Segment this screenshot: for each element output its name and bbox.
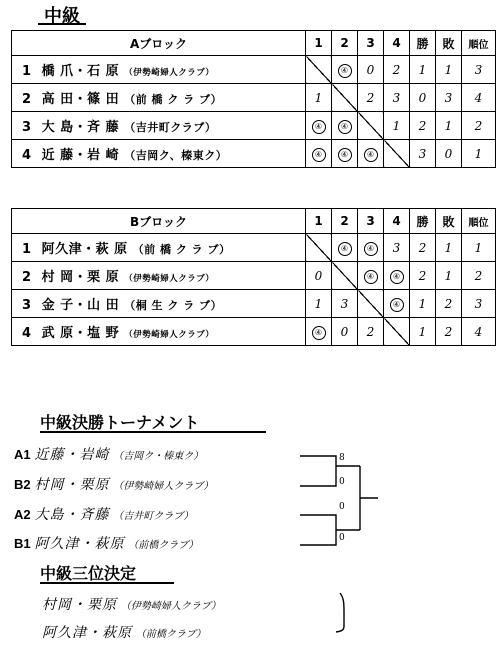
entry-club: （吉井町クラブ） <box>113 511 194 522</box>
win-circle: ④ <box>312 148 326 162</box>
entry-players: 村岡・栗原 <box>42 597 117 613</box>
win-circle: ④ <box>312 326 326 340</box>
team-players: 金 子・山 田 <box>41 298 120 313</box>
win-circle: ④ <box>364 148 378 162</box>
col-losses: 敗 <box>436 209 462 234</box>
wins-cell: 2 <box>410 112 436 140</box>
score-cell: 3 <box>332 290 358 318</box>
score-cell: 2 <box>384 56 410 84</box>
entry-club: （前橋クラブ） <box>128 540 199 551</box>
entry-club: （伊勢崎婦人クラブ） <box>120 601 221 612</box>
score-cell: 1 <box>306 84 332 112</box>
rank-cell: 3 <box>462 290 496 318</box>
rank-cell: 2 <box>462 112 496 140</box>
team-no: 4 <box>22 326 32 341</box>
team-club: （吉井町クラブ） <box>124 121 217 134</box>
team-club: （伊勢崎婦人クラブ） <box>124 68 215 78</box>
block-a-title: Aブロック <box>12 31 306 56</box>
wins-cell: 3 <box>410 140 436 168</box>
entry-players: 阿久津・萩原 <box>34 536 125 552</box>
team-no: 1 <box>22 64 32 79</box>
wins-cell: 1 <box>410 290 436 318</box>
score-cell: 2 <box>358 318 384 346</box>
entry-code: A1 <box>14 447 31 462</box>
score-cell: 1 <box>306 290 332 318</box>
entry-club: （前橋クラブ） <box>135 629 206 640</box>
rank-cell: 4 <box>462 84 496 112</box>
bracket-match-1 <box>300 456 336 486</box>
team-players: 高 田・篠 田 <box>41 92 120 107</box>
entry-club: （伊勢崎婦人クラブ） <box>113 481 214 492</box>
wins-cell: 2 <box>410 234 436 262</box>
team-players: 阿久津・萩 原 <box>41 242 128 257</box>
third-place-entry <box>42 594 221 614</box>
col-2: 2 <box>332 31 358 56</box>
col-rank: 順位 <box>462 31 496 56</box>
team-club: （伊勢崎婦人クラブ） <box>124 274 215 284</box>
third-place-bracket <box>336 593 344 632</box>
col-3: 3 <box>358 31 384 56</box>
team-players: 橋 爪・石 原 <box>41 64 120 79</box>
third-place-title-underline <box>40 582 174 584</box>
win-circle: ④ <box>338 120 352 134</box>
col-1: 1 <box>306 209 332 234</box>
entry-players: 大島・斉藤 <box>34 507 110 523</box>
tournament-title: 中級決勝トーナメント <box>40 413 200 432</box>
team-no: 1 <box>22 242 32 257</box>
col-1: 1 <box>306 31 332 56</box>
col-wins: 勝 <box>410 209 436 234</box>
team-club: （前 橋 ク ラ ブ） <box>132 243 231 256</box>
score-m1-top: 8 <box>339 453 345 463</box>
losses-cell: 3 <box>436 84 462 112</box>
wins-cell: 1 <box>410 56 436 84</box>
third-place-entry <box>42 622 206 642</box>
team-club: （吉岡ク、榛東ク） <box>124 149 228 162</box>
score-m2-top: 0 <box>339 502 345 512</box>
score-m1-bottom: 0 <box>339 477 345 487</box>
rank-cell: 4 <box>462 318 496 346</box>
bracket-match-2 <box>300 515 336 545</box>
score-cell: 0 <box>358 56 384 84</box>
col-4: 4 <box>384 31 410 56</box>
win-circle: ④ <box>364 270 378 284</box>
col-3: 3 <box>358 209 384 234</box>
score-cell: 1 <box>384 112 410 140</box>
team-no: 2 <box>22 270 32 285</box>
win-circle: ④ <box>338 242 352 256</box>
team-no: 2 <box>22 92 32 107</box>
col-wins: 勝 <box>410 31 436 56</box>
wins-cell: 2 <box>410 262 436 290</box>
team-players: 近 藤・岩 崎 <box>41 148 120 163</box>
win-circle: ④ <box>364 242 378 256</box>
third-place-title: 中級三位決定 <box>40 564 137 583</box>
score-cell: 0 <box>332 318 358 346</box>
wins-cell: 0 <box>410 84 436 112</box>
col-losses: 敗 <box>436 31 462 56</box>
team-no: 4 <box>22 148 32 163</box>
win-circle: ④ <box>390 298 404 312</box>
team-no: 3 <box>22 298 32 313</box>
col-4: 4 <box>384 209 410 234</box>
team-club: （桐 生 ク ラ ブ） <box>124 299 223 312</box>
score-cell: 0 <box>306 262 332 290</box>
score-cell: 2 <box>358 84 384 112</box>
col-rank: 順位 <box>462 209 496 234</box>
team-players: 村 岡・栗 原 <box>41 270 120 285</box>
col-2: 2 <box>332 209 358 234</box>
win-circle: ④ <box>390 270 404 284</box>
team-club: （前 橋 ク ラ ブ） <box>124 93 223 106</box>
wins-cell: 1 <box>410 318 436 346</box>
entry-code: B1 <box>14 536 31 551</box>
rank-cell: 1 <box>462 140 496 168</box>
losses-cell: 2 <box>436 318 462 346</box>
score-m2-bottom: 0 <box>339 533 345 543</box>
rank-cell: 1 <box>462 234 496 262</box>
score-cell: 3 <box>384 84 410 112</box>
losses-cell: 2 <box>436 290 462 318</box>
entry-club: （吉岡ク・榛東ク） <box>113 451 204 462</box>
entry-players: 村岡・栗原 <box>34 477 110 493</box>
rank-cell: 2 <box>462 262 496 290</box>
score-cell: 3 <box>384 234 410 262</box>
win-circle: ④ <box>338 64 352 78</box>
block-b-title: Bブロック <box>12 209 306 234</box>
losses-cell: 1 <box>436 112 462 140</box>
losses-cell: 1 <box>436 262 462 290</box>
team-players: 武 原・塩 野 <box>41 326 120 341</box>
entry-code: B2 <box>14 477 31 492</box>
losses-cell: 1 <box>436 56 462 84</box>
team-club: （伊勢崎婦人クラブ） <box>124 330 215 340</box>
entry-code: A2 <box>14 507 31 522</box>
team-no: 3 <box>22 120 32 135</box>
rank-cell: 3 <box>462 56 496 84</box>
team-players: 大 島・斉 藤 <box>41 120 120 135</box>
page-title: 中級 <box>44 6 80 27</box>
entry-players: 阿久津・萩原 <box>42 625 132 641</box>
entry-players: 近藤・岩崎 <box>34 447 110 463</box>
win-circle: ④ <box>338 148 352 162</box>
losses-cell: 0 <box>436 140 462 168</box>
win-circle: ④ <box>312 120 326 134</box>
losses-cell: 1 <box>436 234 462 262</box>
